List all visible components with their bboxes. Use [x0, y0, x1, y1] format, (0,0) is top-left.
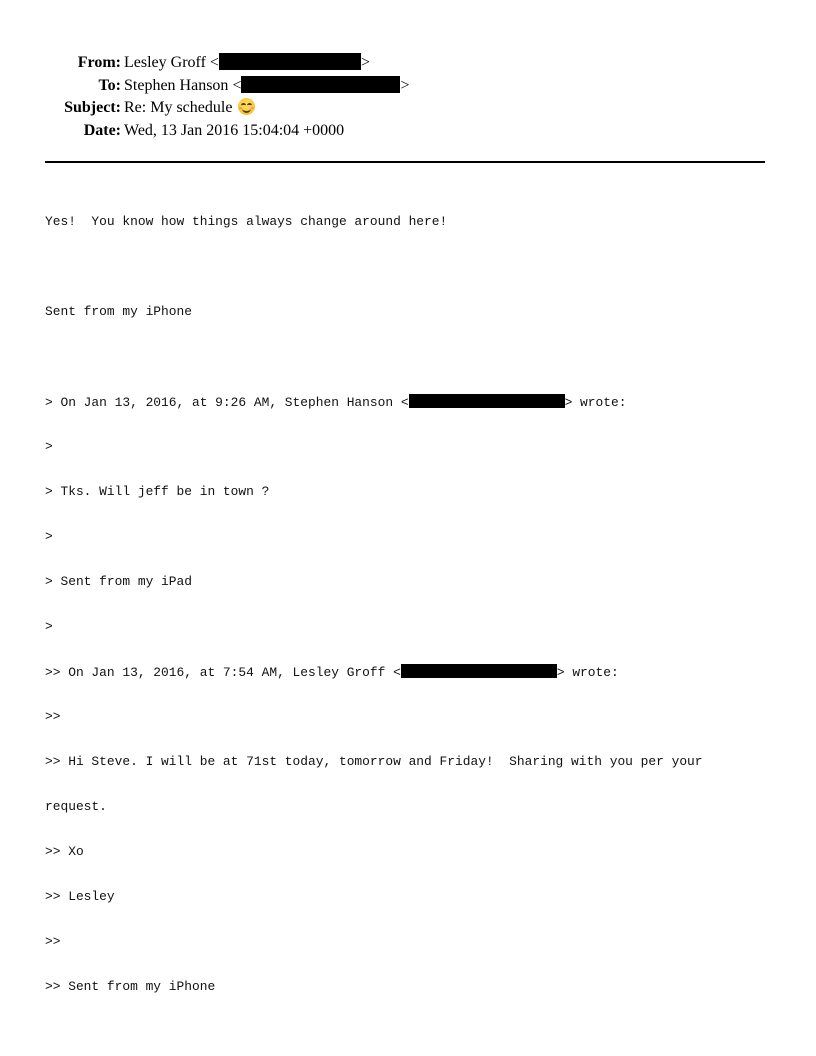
to-bracket-open: <	[232, 76, 242, 94]
body-line	[45, 259, 765, 274]
body-line: > Sent from my iPad	[45, 574, 192, 589]
redacted-email	[241, 76, 400, 93]
from-bracket-close: >	[360, 54, 370, 71]
message-body	[45, 184, 765, 1009]
date-label: Date:	[83, 121, 121, 139]
body-line: >	[45, 439, 53, 454]
from-row	[0, 52, 816, 75]
body-line: >>	[45, 934, 61, 949]
subject-label: Subject:	[64, 99, 121, 116]
body-line: >	[45, 619, 53, 634]
to-value	[124, 75, 410, 97]
body-line: Sent from my iPhone	[45, 304, 192, 319]
redacted-email	[219, 53, 361, 70]
body-line: Yes! You know how things always change around here!	[45, 214, 448, 229]
from-name: Lesley Groff	[124, 54, 206, 71]
to-bracket-close: >	[400, 76, 410, 94]
body-line: >>	[45, 709, 61, 724]
quoted-header-wrote: > wrote:	[564, 395, 627, 410]
subject-value	[124, 97, 255, 119]
body-line: request.	[45, 799, 107, 814]
from-value	[124, 52, 370, 74]
quoted-header-text: > On Jan 13, 2016, at 9:26 AM, Stephen Hanson <	[45, 395, 409, 410]
body-line	[45, 664, 765, 679]
to-label: To:	[98, 76, 121, 94]
date-row	[0, 120, 816, 143]
to-name: Stephen Hanson	[124, 76, 229, 94]
body-line: > Tks. Will jeff be in town ?	[45, 484, 270, 499]
from-bracket-open: <	[209, 54, 219, 71]
from-label: From:	[77, 54, 121, 71]
smiling-face-icon	[238, 98, 255, 115]
subject-text: Re: My schedule	[124, 99, 233, 116]
body-line: >> Lesley	[45, 889, 115, 904]
header-divider	[45, 161, 765, 163]
body-line	[45, 394, 765, 409]
body-line: >	[45, 529, 53, 544]
redacted-email	[401, 664, 557, 678]
email-header	[0, 52, 816, 142]
body-line: >> Xo	[45, 844, 84, 859]
body-line	[45, 349, 765, 364]
quoted-header-text: >> On Jan 13, 2016, at 7:54 AM, Lesley Groff <	[45, 665, 401, 680]
to-row	[0, 75, 816, 98]
quoted-header-wrote: > wrote:	[556, 665, 619, 680]
body-line: >> Sent from my iPhone	[45, 979, 216, 994]
body-line: >> Hi Steve. I will be at 71st today, tomorrow and Friday! Sharing with you per your	[45, 754, 703, 769]
redacted-email	[409, 394, 565, 408]
date-value: Wed, 13 Jan 2016 15:04:04 +0000	[124, 121, 345, 139]
subject-row	[0, 97, 816, 120]
